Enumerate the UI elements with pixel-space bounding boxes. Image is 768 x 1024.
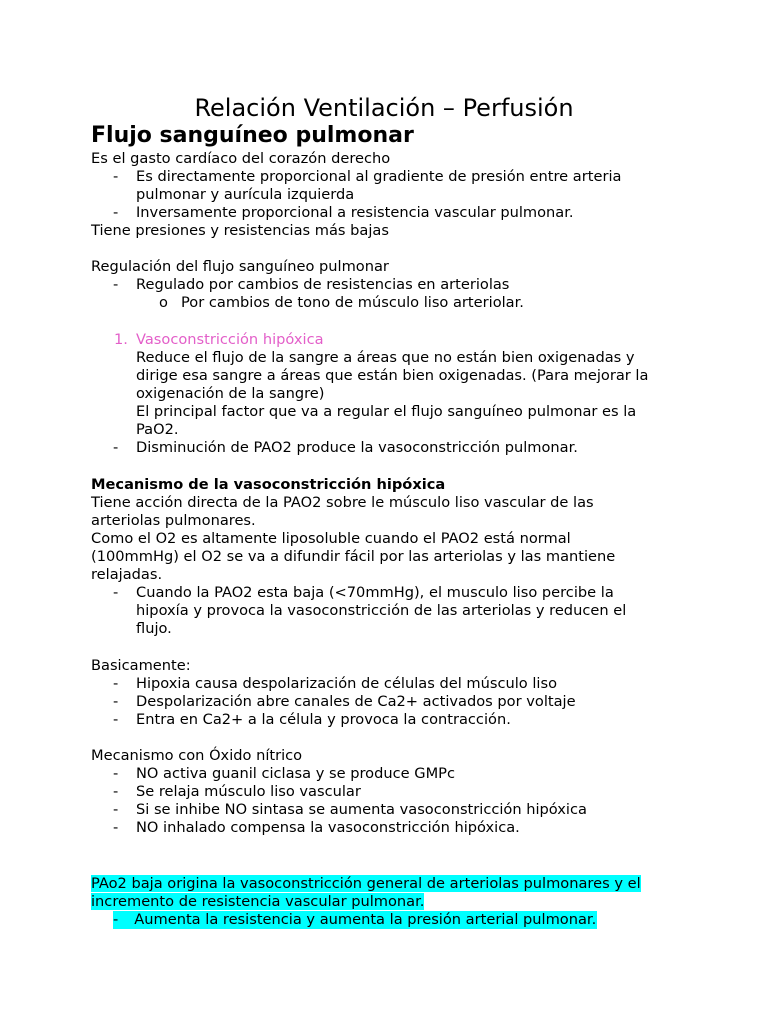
bullet-text: NO inhalado compensa la vasoconstricción hipóxica. [136,819,520,836]
highlighted-bullet [113,911,597,929]
list-number: 1. [114,331,128,348]
highlight-text: incremento de resistencia vascular pulmonar. [91,893,425,910]
dash-marker: - [113,693,119,710]
bullet-text: pulmonar y aurícula izquierda [136,186,355,203]
section-heading: Flujo sanguíneo pulmonar [91,123,414,148]
paragraph: Basicamente: [91,657,191,674]
paragraph-line: (100mmHg) el O2 se va a difundir fácil por las arteriolas y las mantiene [91,548,616,565]
bullet-text: flujo. [136,620,172,637]
paragraph-line: Tiene acción directa de la PAO2 sobre le músculo liso vascular de las [91,494,594,511]
highlight-text: PAo2 baja origina la vasoconstricción general de arteriolas pulmonares y el [91,875,641,892]
dash-marker: - [113,765,119,782]
document-title: Relación Ventilación – Perfusión [194,94,574,122]
bullet-text: Se relaja músculo liso vascular [136,783,361,800]
bullet-text: NO activa guanil ciclasa y se produce GMPc [136,765,455,782]
paragraph-line: dirige esa sangre a áreas que están bien oxigenadas. (Para mejorar la [136,367,649,384]
dash-marker: - [113,801,119,818]
highlighted-line [91,875,641,893]
bullet-text: Es directamente proporcional al gradiente de presión entre arteria [136,168,622,185]
bullet-text: Despolarización abre canales de Ca2+ activados por voltaje [136,693,576,710]
bullet-text: Disminución de PAO2 produce la vasoconstricción pulmonar. [136,439,578,456]
paragraph-line: El principal factor que va a regular el flujo sanguíneo pulmonar es la [136,403,637,420]
paragraph-line: arteriolas pulmonares. [91,512,256,529]
paragraph-line: PaO2. [136,421,179,438]
dash-marker: - [113,204,119,221]
numbered-heading: Vasoconstricción hipóxica [136,331,324,348]
paragraph-line: oxigenación de la sangre) [136,385,325,402]
bullet-text: hipoxía y provoca la vasoconstricción de las arteriolas y reducen el [136,602,627,619]
highlight-bullet-text: Aumenta la resistencia y aumenta la presión arterial pulmonar. [134,911,597,928]
sub-bullet-text: Por cambios de tono de músculo liso arteriolar. [181,294,524,311]
highlighted-line [91,893,424,911]
bullet-text: Si se inhibe NO sintasa se aumenta vasoconstricción hipóxica [136,801,587,818]
dash-marker: - [113,711,119,728]
dash-marker: - [113,584,119,601]
paragraph-line: relajadas. [91,566,163,583]
dash-marker: - [113,819,119,836]
bullet-text: Regulado por cambios de resistencias en arteriolas [136,276,510,293]
bullet-text: Inversamente proporcional a resistencia vascular pulmonar. [136,204,574,221]
paragraph: Es el gasto cardíaco del corazón derecho [91,150,391,167]
bullet-text: Hipoxia causa despolarización de células del músculo liso [136,675,558,692]
dash-marker: - [113,911,119,928]
bullet-text: Entra en Ca2+ a la célula y provoca la contracción. [136,711,511,728]
dash-marker: - [113,439,119,456]
dash-marker: - [113,168,119,185]
paragraph: Mecanismo con Óxido nítrico [91,747,303,764]
dash-marker: - [113,276,119,293]
paragraph: Regulación del flujo sanguíneo pulmonar [91,258,389,275]
paragraph-line: Como el O2 es altamente liposoluble cuando el PAO2 está normal [91,530,571,547]
paragraph-line: Reduce el flujo de la sangre a áreas que no están bien oxigenadas y [136,349,635,366]
sub-bullet-marker: o [159,294,168,311]
bullet-text: Cuando la PAO2 esta baja (<70mmHg), el musculo liso percibe la [136,584,614,601]
dash-marker: - [113,675,119,692]
subsection-heading: Mecanismo de la vasoconstricción hipóxica [91,476,446,493]
paragraph: Tiene presiones y resistencias más bajas [91,222,389,239]
dash-marker: - [113,783,119,800]
